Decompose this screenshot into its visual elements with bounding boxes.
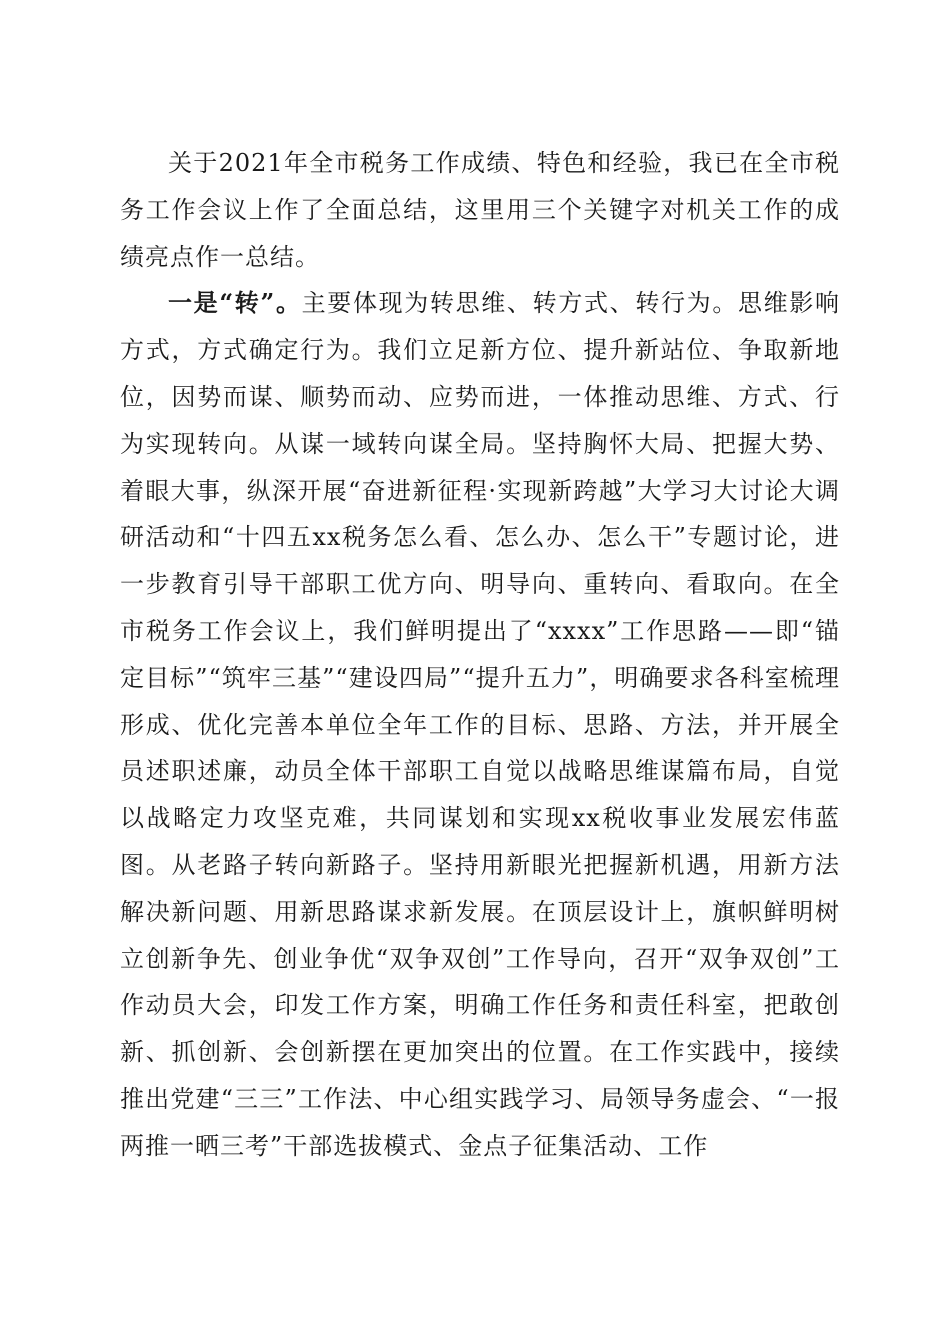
paragraph-summary xyxy=(120,140,840,280)
paragraph-transform-body: 主要体现为转思维、转方式、转行为。思维影响方式，方式确定行为。我们立足新方位、提升新站位、争取新地位，因势而谋、顺势而动、应势而进，一体推动思维、方式、行为实现转向。从谋一域转向谋全局。坚持胸怀大局、把握大势、着眼大事，纵深开展“奋进新征程·实现新跨越”大学习大讨论大调研活动和“十四五xx税务怎么看、怎么办、怎么干”专题讨论，进一步教育引导干部职工优方向、明导向、重转向、看取向。在全市税务工作会议上，我们鲜明提出了“xxxx”工作思路——即“锚定目标”“筑牢三基”“建设四局”“提升五力”，明确要求各科室梳理形成、优化完善本单位全年工作的目标、思路、方法，并开展全员述职述廉，动员全体干部职工自觉以战略思维谋篇布局，自觉以战略定力攻坚克难，共同谋划和实现xx税收事业发展宏伟蓝图。从老路子转向新路子。坚持用新眼光把握新机遇，用新方法解决新问题、用新思路谋求新发展。在顶层设计上，旗帜鲜明树立创新争先、创业争优“双争双创”工作导向，召开“双争双创”工作动员大会，印发工作方案，明确工作任务和责任科室，把敢创新、抓创新、会创新摆在更加突出的位置。在工作实践中，接续推出党建“三三”工作法、中心组实践学习、局领导务虚会、“一报两推一晒三考”干部选拔模式、金点子征集活动、工作 xyxy=(120,289,841,1160)
paragraph-transform-lead: 一是“转”。 xyxy=(168,288,302,318)
paragraph-transform xyxy=(120,280,840,1169)
body-text xyxy=(120,140,840,1170)
paragraph-summary-text: 关于2021年全市税务工作成绩、特色和经验，我已在全市税务工作会议上作了全面总结，这里用三个关键字对机关工作的成绩亮点作一总结。 xyxy=(120,149,840,271)
